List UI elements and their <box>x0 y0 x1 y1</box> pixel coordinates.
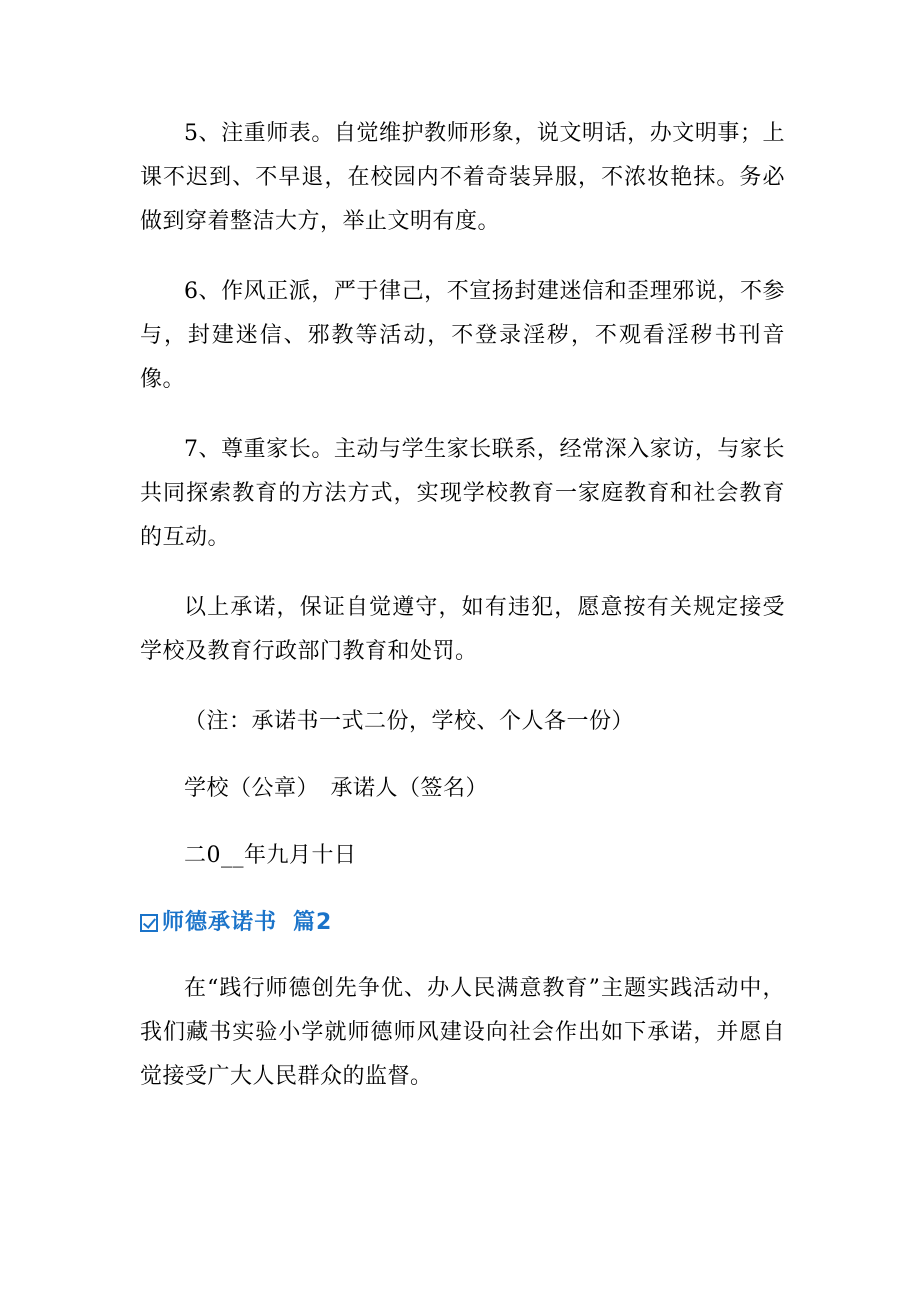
paragraph-item-7: 7、尊重家长。主动与学生家长联系，经常深入家访，与家长共同探索教育的方法方式，实现学校教育一家庭教育和社会教育的互动。 <box>140 437 785 550</box>
promise-paragraph: 以上承诺，保证自觉遵守，如有违犯，愿意按有关规定接受学校及教育行政部门教育和处罚。 <box>140 595 785 664</box>
section-title: 师德承诺书 <box>162 910 278 935</box>
checkbox-icon <box>140 914 158 932</box>
copies-note: （注：承诺书一式二份，学校、个人各一份） <box>184 709 635 734</box>
section-intro-paragraph: 在“践行师德创先争优、办人民满意教育”主题实践活动中，我们藏书实验小学就师德师风建设向社会作出如下承诺，并愿自觉接受广大人民群众的监督。 <box>140 976 785 1089</box>
document-page <box>140 112 785 1125</box>
date-line: 二0__年九月十日 <box>184 843 357 868</box>
section-heading <box>140 901 785 945</box>
section-part-label: 篇2 <box>293 910 333 935</box>
paragraph-item-6: 6、作风正派，严于律己，不宣扬封建迷信和歪理邪说，不参与，封建迷信、邪教等活动，不登录淫秽，不观看淫秽书刊音像。 <box>140 279 785 392</box>
signature-line: 学校（公章） 承诺人（签名） <box>184 776 489 801</box>
paragraph-item-5: 5、注重师表。自觉维护教师形象，说文明话，办文明事；上课不迟到、不早退，在校园内不着奇装异服，不浓妆艳抹。务必做到穿着整洁大方，举止文明有度。 <box>140 121 785 234</box>
